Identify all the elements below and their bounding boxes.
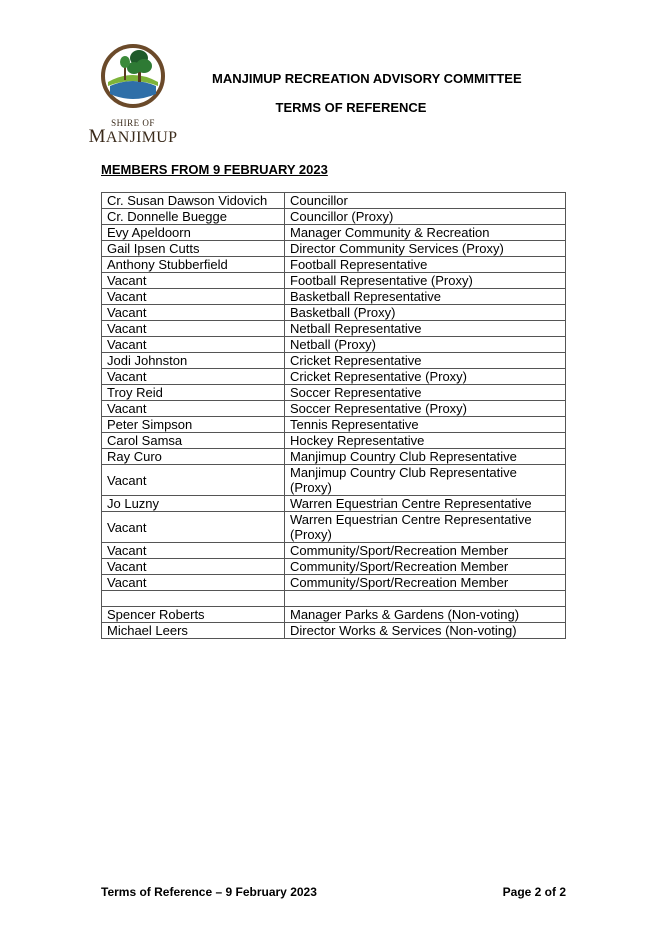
member-name: Jo Luzny [102, 496, 285, 512]
table-row [102, 417, 566, 433]
table-row [102, 496, 566, 512]
member-name: Vacant [102, 369, 285, 385]
member-name: Ray Curo [102, 449, 285, 465]
member-role: Manager Community & Recreation [285, 225, 566, 241]
member-role: Manager Parks & Gardens (Non-voting) [285, 607, 566, 623]
member-name: Vacant [102, 575, 285, 591]
member-name: Vacant [102, 321, 285, 337]
member-role [285, 591, 566, 607]
member-name: Vacant [102, 401, 285, 417]
member-role: Manjimup Country Club Representative (Proxy) [285, 465, 566, 496]
footer-page-number: Page 2 of 2 [502, 885, 566, 899]
member-role: Soccer Representative [285, 385, 566, 401]
logo-line-1: SHIRE OF [111, 118, 155, 128]
member-role: Netball (Proxy) [285, 337, 566, 353]
member-role: Football Representative (Proxy) [285, 273, 566, 289]
member-role: Warren Equestrian Centre Representative [285, 496, 566, 512]
member-name: Vacant [102, 512, 285, 543]
table-row [102, 591, 566, 607]
table-row [102, 337, 566, 353]
table-row [102, 369, 566, 385]
table-row [102, 401, 566, 417]
table-row [102, 512, 566, 543]
member-name: Vacant [102, 543, 285, 559]
member-name: Spencer Roberts [102, 607, 285, 623]
member-role: Director Works & Services (Non-voting) [285, 623, 566, 639]
shire-logo [88, 38, 178, 146]
member-role: Manjimup Country Club Representative [285, 449, 566, 465]
member-name: Troy Reid [102, 385, 285, 401]
member-name: Evy Apeldoorn [102, 225, 285, 241]
table-row [102, 559, 566, 575]
logo-line-2 [88, 126, 178, 148]
member-role: Councillor [285, 193, 566, 209]
logo-initial: M [88, 126, 106, 147]
member-role: Soccer Representative (Proxy) [285, 401, 566, 417]
table-row [102, 607, 566, 623]
table-row [102, 385, 566, 401]
table-row [102, 433, 566, 449]
member-name [102, 591, 285, 607]
member-role: Community/Sport/Recreation Member [285, 559, 566, 575]
member-name: Jodi Johnston [102, 353, 285, 369]
table-row [102, 193, 566, 209]
member-name: Vacant [102, 337, 285, 353]
table-row [102, 273, 566, 289]
member-role: Netball Representative [285, 321, 566, 337]
member-name: Anthony Stubberfield [102, 257, 285, 273]
member-role: Basketball Representative [285, 289, 566, 305]
member-name: Vacant [102, 465, 285, 496]
table-row [102, 241, 566, 257]
member-name: Cr. Susan Dawson Vidovich [102, 193, 285, 209]
member-role: Director Community Services (Proxy) [285, 241, 566, 257]
members-heading: MEMBERS FROM 9 FEBRUARY 2023 [101, 162, 328, 177]
table-row [102, 257, 566, 273]
table-row [102, 575, 566, 591]
table-row [102, 449, 566, 465]
member-name: Vacant [102, 289, 285, 305]
table-row [102, 465, 566, 496]
member-role: Cricket Representative [285, 353, 566, 369]
member-name: Vacant [102, 273, 285, 289]
member-name: Gail Ipsen Cutts [102, 241, 285, 257]
table-row [102, 543, 566, 559]
table-row [102, 225, 566, 241]
member-role: Community/Sport/Recreation Member [285, 543, 566, 559]
logo-rest: ANJIMUP [105, 129, 178, 146]
member-name: Vacant [102, 305, 285, 321]
shire-emblem-icon [88, 38, 178, 118]
member-name: Vacant [102, 559, 285, 575]
member-role: Community/Sport/Recreation Member [285, 575, 566, 591]
table-row [102, 353, 566, 369]
table-row [102, 623, 566, 639]
member-name: Michael Leers [102, 623, 285, 639]
table-row [102, 289, 566, 305]
document-subtitle: TERMS OF REFERENCE [275, 100, 427, 115]
members-table [101, 192, 566, 639]
document-title: MANJIMUP RECREATION ADVISORY COMMITTEE [212, 71, 522, 86]
table-row [102, 305, 566, 321]
table-row [102, 209, 566, 225]
member-name: Peter Simpson [102, 417, 285, 433]
member-role: Hockey Representative [285, 433, 566, 449]
member-role: Cricket Representative (Proxy) [285, 369, 566, 385]
member-role: Basketball (Proxy) [285, 305, 566, 321]
member-role: Football Representative [285, 257, 566, 273]
member-role: Tennis Representative [285, 417, 566, 433]
member-role: Warren Equestrian Centre Representative (Proxy) [285, 512, 566, 543]
member-name: Cr. Donnelle Buegge [102, 209, 285, 225]
table-row [102, 321, 566, 337]
footer-title: Terms of Reference – 9 February 2023 [101, 885, 317, 899]
member-role: Councillor (Proxy) [285, 209, 566, 225]
member-name: Carol Samsa [102, 433, 285, 449]
